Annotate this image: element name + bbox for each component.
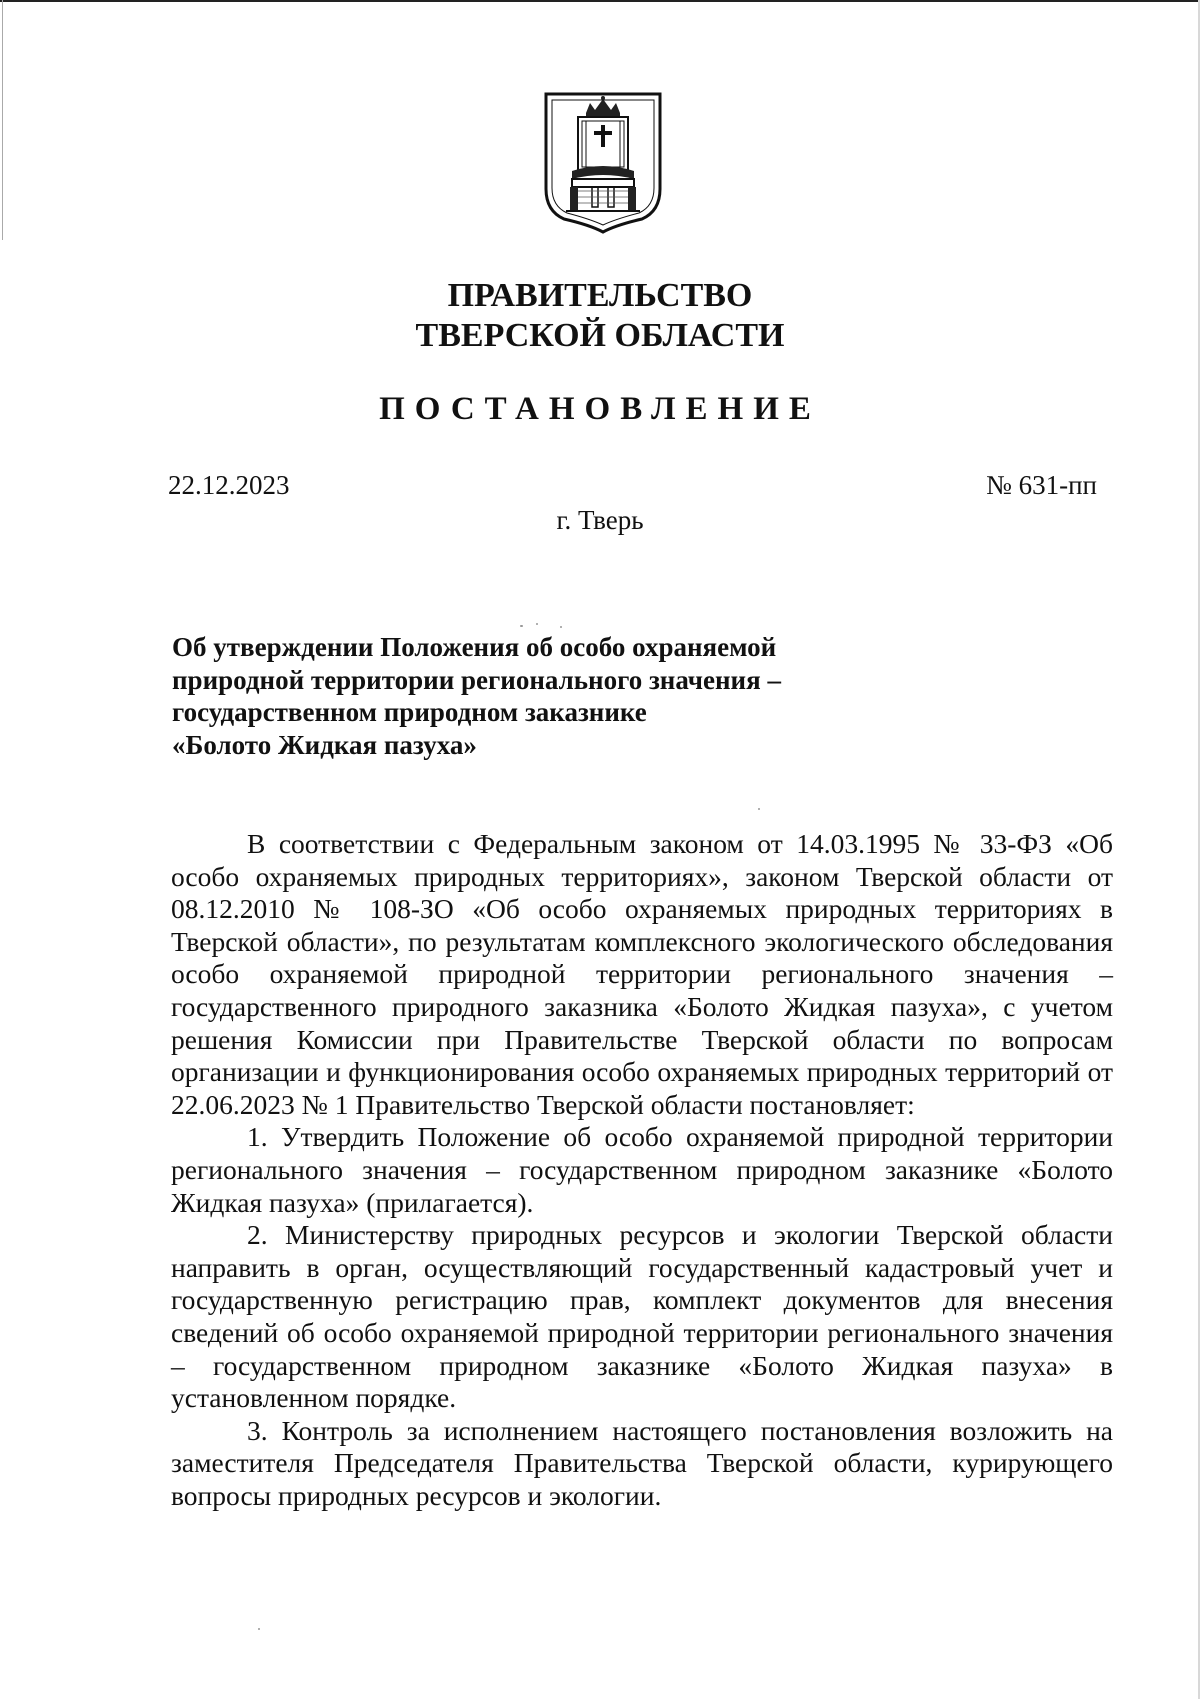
subject-line: Об утверждении Положения об особо охраняемой <box>172 632 777 662</box>
scan-speck <box>536 623 538 625</box>
document-city: г. Тверь <box>556 505 644 535</box>
document-body <box>171 828 1113 1512</box>
document-date: 22.12.2023 <box>168 470 290 500</box>
scan-speck <box>560 626 562 628</box>
government-name-line2: ТВЕРСКОЙ ОБЛАСТИ <box>415 317 785 354</box>
scan-speck <box>758 808 760 810</box>
subject-line: природной территории регионального значения – <box>172 664 781 695</box>
document-subject <box>172 631 872 761</box>
scan-edge-top <box>0 0 1200 2</box>
subject-line: «Болото Жидкая пазуха» <box>172 729 477 760</box>
body-paragraph-item-2: 2. Министерству природных ресурсов и экологии Тверской области направить в орган, осуществляющий государственный кадастровый учет и государственную регистрацию прав, комплект документов для внесения сведений об особо охраняемой природной территории регионального значения – государственном природном заказнике «Болото Жидкая пазуха» в установленном порядке. <box>171 1219 1113 1414</box>
body-paragraph-item-3: 3. Контроль за исполнением настоящего постановления возложить на заместителя Председателя Правительства Тверской области, курирующего вопросы природных ресурсов и экологии. <box>171 1414 1113 1511</box>
government-name-line1: ПРАВИТЕЛЬСТВО <box>447 277 753 314</box>
body-paragraph-preamble: В соответствии с Федеральным законом от 14.03.1995 № 33-ФЗ «Об особо охраняемых природных территориях», законом Тверской области от 08.12.2010 № 108-ЗО «Об особо охраняемых природных территориях в Тверской области», по результатам комплексного экологического обследования особо охраняемой природной территории регионального значения – государственного природного заказника «Болото Жидкая пазуха», с учетом решения Комиссии при Правительстве Тверской области по вопросам организации и функционирования особо охраняемых природных территорий от 22.06.2023 № 1 Правительство Тверской области постановляет: <box>171 828 1113 1120</box>
coat-of-arms-emblem-icon <box>542 91 664 234</box>
subject-line: государственном природном заказнике <box>172 697 647 727</box>
scan-speck <box>258 1628 260 1630</box>
scan-edge-left <box>2 0 3 240</box>
scan-speck <box>520 625 523 627</box>
document-number: № 631-пп <box>986 470 1097 500</box>
body-paragraph-item-1: 1. Утвердить Положение об особо охраняемой природной территории регионального значения – государственном природном заказнике «Болото Жидкая пазуха» (прилагается). <box>171 1121 1113 1218</box>
document-type-title: ПОСТАНОВЛЕНИЕ <box>379 391 821 427</box>
